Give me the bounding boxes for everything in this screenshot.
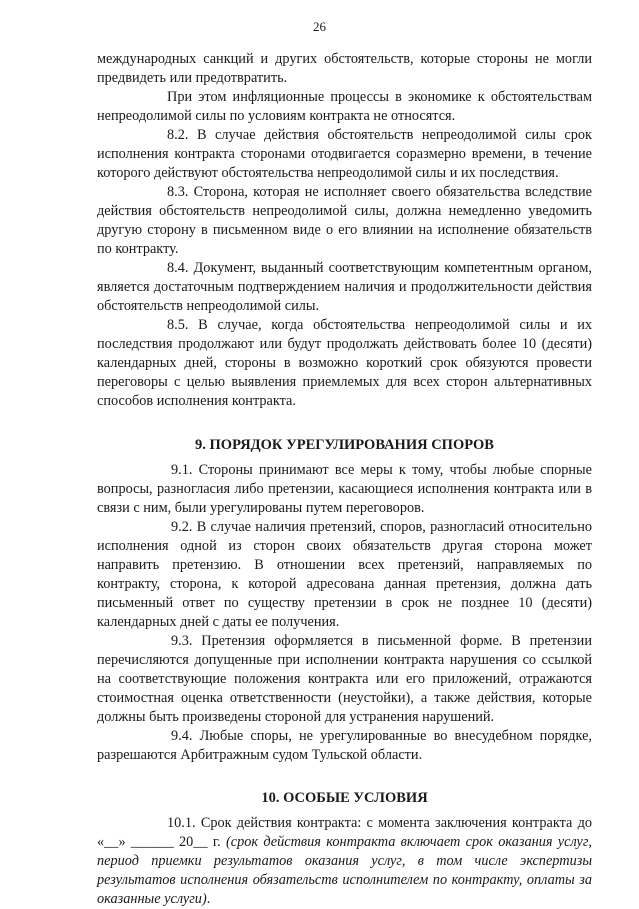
paragraph-10-1-end: . bbox=[206, 891, 211, 907]
paragraph-8-3: 8.3. Сторона, которая не исполняет своего обязательства вследствие действия обстоятельств непреодолимой силы, должна немедленно уведомить другую сторону в письменном виде о его влиянии на исполнение обязательств по контракту. bbox=[97, 184, 592, 257]
section-heading-10: 10. ОСОБЫЕ УСЛОВИЯ bbox=[261, 790, 428, 806]
paragraph-10-1-text: 10.1. Срок действия контракта: с момента заключения контракта до «__» ______ 20__ г. bbox=[97, 815, 592, 850]
paragraph-8-5: 8.5. В случае, когда обстоятельства непреодолимой силы и их последствия продолжают или будут продолжать действовать более 10 (десяти) календарных дней, стороны в возможно короткий срок обязуются провести переговоры с целью выявления приемлемых для всех сторон альтернативных способов исполнения контракта. bbox=[97, 317, 592, 409]
paragraph-9-4: 9.4. Любые споры, не урегулированные во внесудебном порядке, разрешаются Арбитражным судом Тульской области. bbox=[97, 728, 592, 763]
paragraph-inflation: При этом инфляционные процессы в экономике к обстоятельствам непреодолимой силы по условиям контракта не относятся. bbox=[97, 89, 592, 124]
section-heading-9: 9. ПОРЯДОК УРЕГУЛИРОВАНИЯ СПОРОВ bbox=[195, 437, 494, 453]
paragraph-9-1: 9.1. Стороны принимают все меры к тому, чтобы любые спорные вопросы, разногласия либо претензии, касающиеся исполнения контракта или в связи с ним, были урегулированы путем переговоров. bbox=[97, 462, 592, 516]
paragraph-10-1-italic: (срок действия контракта включает срок оказания услуг, период приемки результатов оказания услуг, в том числе экспертизы результатов исполнения обязательств исполнителем по контракту, оплаты за оказанные услуги) bbox=[97, 834, 593, 907]
paragraph-9-3: 9.3. Претензия оформляется в письменной форме. В претензии перечисляются допущенные при исполнении контракта нарушения со ссылкой на соответствующие положения контракта или его приложений, отражаются стоимостная оценка ответственности (неустойки), а также действия, которые должны быть произведены стороной для устранения нарушений. bbox=[97, 633, 592, 725]
paragraph-8-4: 8.4. Документ, выданный соответствующим компетентным органом, является достаточным подтверждением наличия и продолжительности действия обстоятельств непреодолимой силы. bbox=[97, 260, 592, 314]
paragraph-8-2: 8.2. В случае действия обстоятельств непреодолимой силы срок исполнения контракта сторонами отодвигается соразмерно времени, в течение которого действуют обстоятельства непреодолимой силы и их последствия. bbox=[97, 127, 592, 181]
page-number: 26 bbox=[313, 19, 326, 34]
paragraph-9-2: 9.2. В случае наличия претензий, споров, разногласий относительно исполнения одной из сторон своих обязательств другая сторона может направить претензию. В отношении всех претензий, направляемых по контракту, сторона, к которой адресована данная претензия, должна дать письменный ответ по существу претензии в срок не позднее 10 (десяти) календарных дней с даты ее получения. bbox=[97, 519, 592, 630]
paragraph-10-1 bbox=[97, 814, 592, 909]
paragraph-continuation: международных санкций и других обстоятельств, которые стороны не могли предвидеть или предотвратить. bbox=[97, 51, 592, 86]
document-body bbox=[97, 50, 592, 909]
